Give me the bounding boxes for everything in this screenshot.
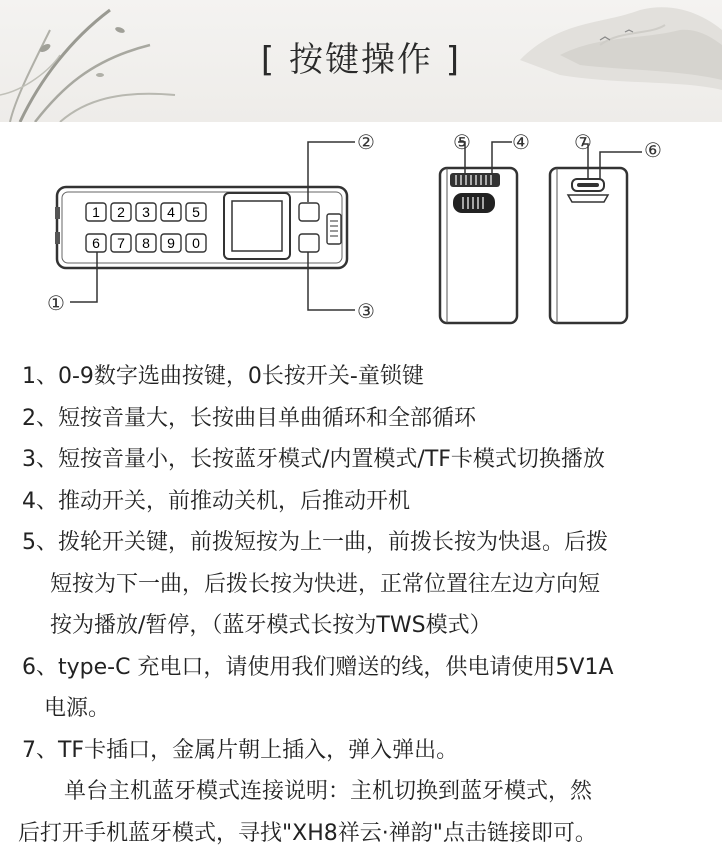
device-diagram — [0, 122, 722, 352]
callout-4: ④ — [512, 130, 530, 154]
key-label: 2 — [117, 204, 125, 220]
tf-card-slot — [568, 195, 608, 202]
slide-switch[interactable] — [453, 193, 495, 213]
instruction-7: 7、TF卡插口，金属片朝上插入，弹入弹出。 — [22, 737, 459, 763]
key-label: 3 — [142, 204, 150, 220]
volume-up-key[interactable] — [299, 203, 319, 221]
volume-down-key[interactable] — [299, 234, 319, 252]
callout-1: ① — [47, 291, 65, 315]
instruction-6-cont: 电源。 — [44, 696, 111, 721]
header-banner — [0, 0, 722, 122]
key-label: 5 — [192, 204, 200, 220]
instruction-5-cont-2: 按为播放/暂停，（蓝牙模式长按为TWS模式） — [50, 613, 492, 638]
instruction-5: 5、拨轮开关键，前拨短按为上一曲，前拨长按为快退。后拨 — [22, 530, 608, 555]
instructions-list — [18, 356, 712, 854]
key-label: 7 — [117, 235, 125, 251]
key-label: 1 — [92, 204, 100, 220]
instruction-1: 1、0-9数字选曲按键，0长按开关-童锁键 — [22, 364, 424, 389]
callout-6: ⑥ — [644, 138, 662, 162]
power-slide-switch[interactable] — [327, 214, 341, 244]
device-front-view — [55, 187, 347, 268]
instruction-2: 2、短按音量大，长按曲目单曲循环和全部循环 — [22, 405, 476, 431]
key-label: 8 — [142, 235, 150, 251]
callout-7: ⑦ — [574, 130, 592, 154]
callout-2: ② — [357, 130, 375, 154]
key-label: 4 — [167, 204, 175, 220]
page-title: [ 按键操作 ] — [260, 40, 462, 80]
callout-5: ⑤ — [453, 130, 471, 154]
instruction-3: 3、短按音量小，长按蓝牙模式/内置模式/TF卡模式切换播放 — [22, 447, 605, 472]
bluetooth-note-line-1: 单台主机蓝牙模式连接说明：主机切换到蓝牙模式，然 — [64, 779, 593, 804]
device-side-view-ports — [550, 144, 642, 323]
scroll-wheel[interactable] — [450, 173, 500, 187]
instruction-6: 6、type-C 充电口，请使用我们赠送的线，供电请使用5V1A — [22, 654, 614, 680]
callout-3: ③ — [357, 299, 375, 323]
key-label: 0 — [192, 235, 200, 251]
instruction-4: 4、推动开关，前推动关机，后推动开机 — [22, 488, 410, 514]
key-label: 6 — [92, 235, 100, 251]
instruction-5-cont-1: 短按为下一曲，后拨长按为快进，正常位置往左边方向短 — [50, 571, 601, 597]
bluetooth-note-line-2: 后打开手机蓝牙模式，寻找"XH8祥云·禅韵"点击链接即可。 — [18, 820, 597, 846]
key-label: 9 — [167, 235, 175, 251]
device-side-view-wheel — [440, 142, 517, 323]
